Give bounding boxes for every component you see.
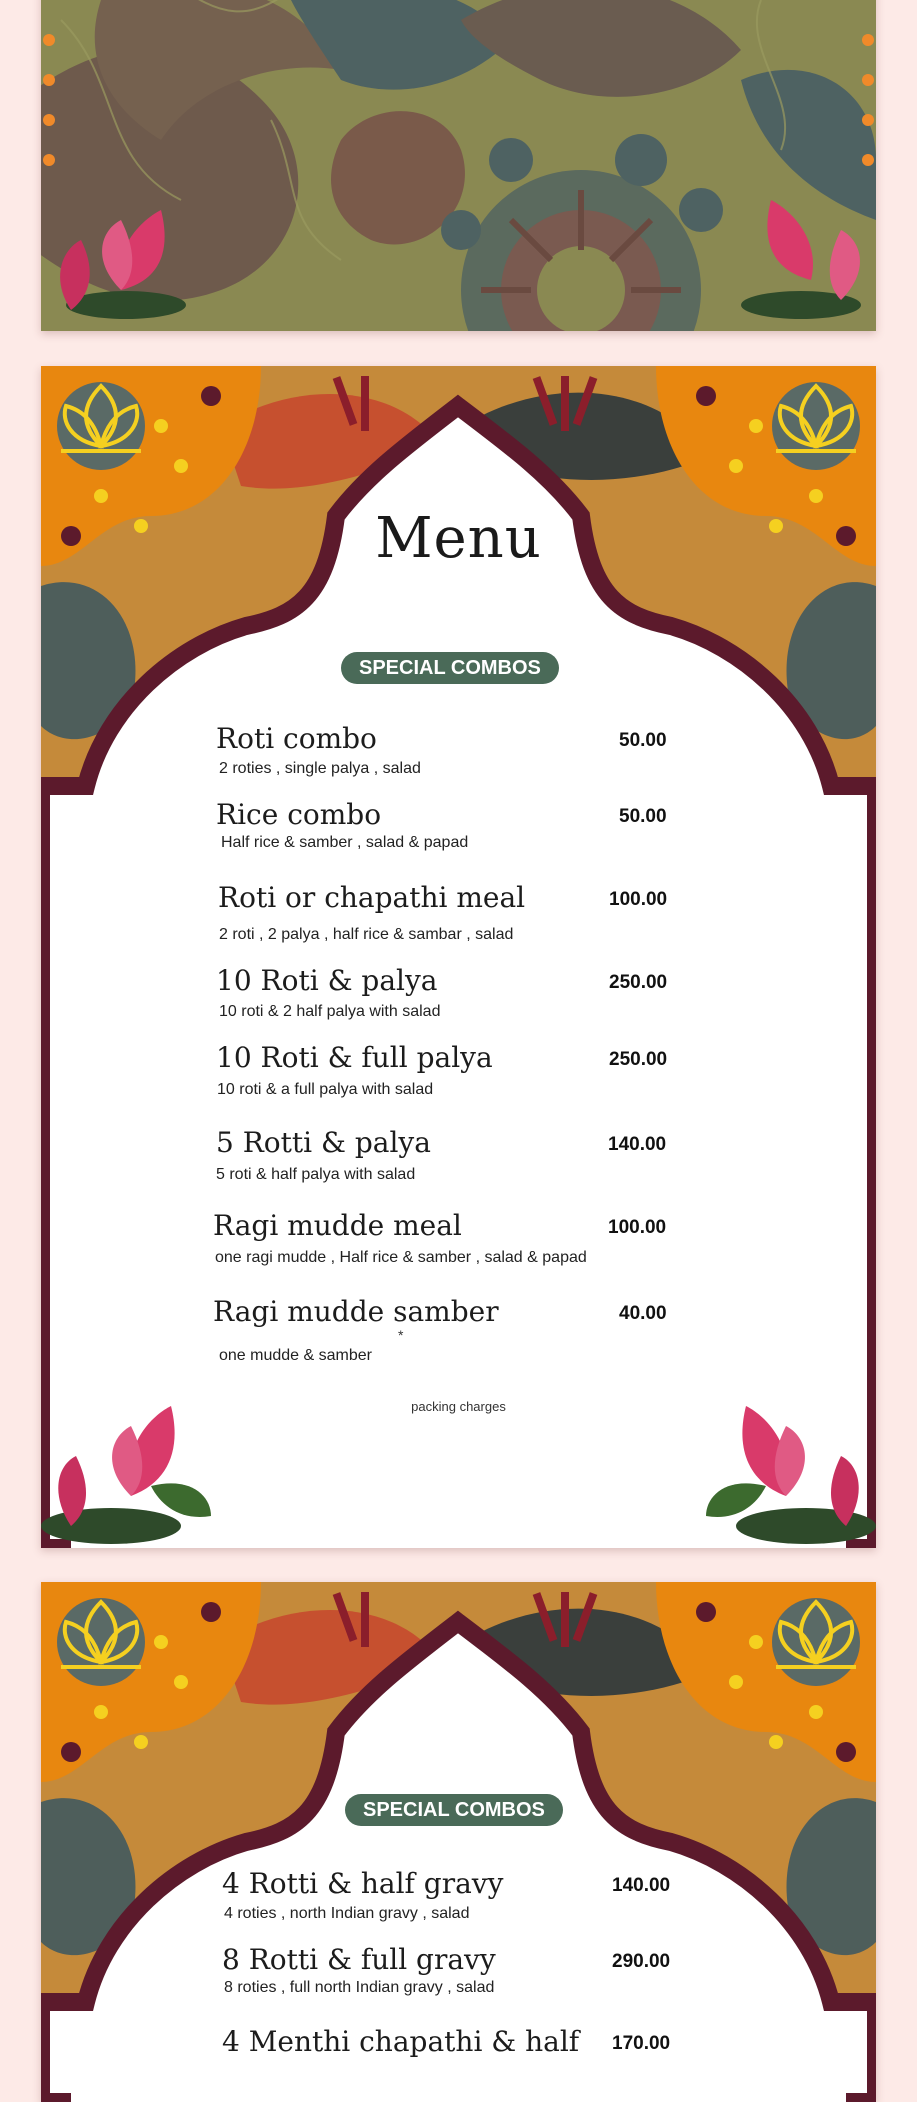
item-description: 10 roti & 2 half palya with salad	[219, 1003, 441, 1020]
menu-item	[41, 2025, 876, 2095]
item-name: 10 Roti & full palya	[216, 1041, 493, 1074]
item-name: Rice combo	[216, 798, 382, 831]
item-price: 100.00	[608, 1217, 667, 1238]
asterisk-mark: *	[398, 1327, 404, 1343]
item-price: 250.00	[609, 1049, 668, 1070]
section-badge-special-combos: SPECIAL COMBOS	[341, 652, 559, 684]
item-description: 2 roties , single palya , salad	[219, 760, 421, 777]
item-price: 50.00	[619, 806, 667, 827]
menu-page-2	[41, 1582, 876, 2102]
menu-item	[41, 1943, 876, 2013]
item-name: 4 Menthi chapathi & half	[222, 2025, 580, 2058]
paisley-pattern	[41, 0, 876, 331]
item-name: 10 Roti & palya	[216, 964, 438, 997]
item-name: Roti or chapathi meal	[218, 881, 526, 914]
item-description: Half rice & samber , salad & papad	[221, 834, 469, 851]
item-description: 4 roties , north Indian gravy , salad	[224, 1905, 470, 1922]
item-description: 10 roti & a full palya with salad	[217, 1081, 434, 1098]
packing-charges-note: packing charges	[411, 1399, 506, 1414]
item-name: Roti combo	[216, 722, 377, 755]
item-price: 250.00	[609, 972, 668, 993]
section-badge-special-combos: SPECIAL COMBOS	[345, 1794, 563, 1826]
menu-item	[41, 1126, 876, 1196]
item-price: 140.00	[612, 1875, 671, 1896]
item-name: Ragi mudde samber	[213, 1295, 499, 1328]
menu-item	[41, 1209, 876, 1279]
menu-item	[41, 722, 876, 792]
item-price: 170.00	[612, 2033, 671, 2054]
menu-item	[41, 1867, 876, 1937]
item-description: one ragi mudde , Half rice & samber , salad & papad	[215, 1249, 587, 1266]
item-price: 290.00	[612, 1951, 671, 1972]
item-price: 140.00	[608, 1134, 667, 1155]
item-description: 8 roties , full north Indian gravy , salad	[224, 1979, 495, 1996]
item-price: 100.00	[609, 889, 668, 910]
item-name: 8 Rotti & full gravy	[222, 1943, 496, 1976]
menu-item	[41, 964, 876, 1034]
item-name: 4 Rotti & half gravy	[222, 1867, 504, 1900]
item-name: Ragi mudde meal	[213, 1209, 462, 1242]
menu-page-1	[41, 366, 876, 1548]
menu-item	[41, 798, 876, 868]
menu-item	[41, 1041, 876, 1111]
item-description: 2 roti , 2 palya , half rice & sambar , salad	[219, 926, 514, 943]
item-description: one mudde & samber	[219, 1347, 372, 1364]
menu-item	[41, 881, 876, 951]
menu-title: Menu	[375, 506, 542, 571]
item-price: 40.00	[619, 1303, 667, 1324]
item-description: 5 roti & half palya with salad	[216, 1166, 416, 1183]
menu-item	[41, 1295, 876, 1365]
item-name: 5 Rotti & palya	[216, 1126, 431, 1159]
cover-page	[41, 0, 876, 331]
item-price: 50.00	[619, 730, 667, 751]
